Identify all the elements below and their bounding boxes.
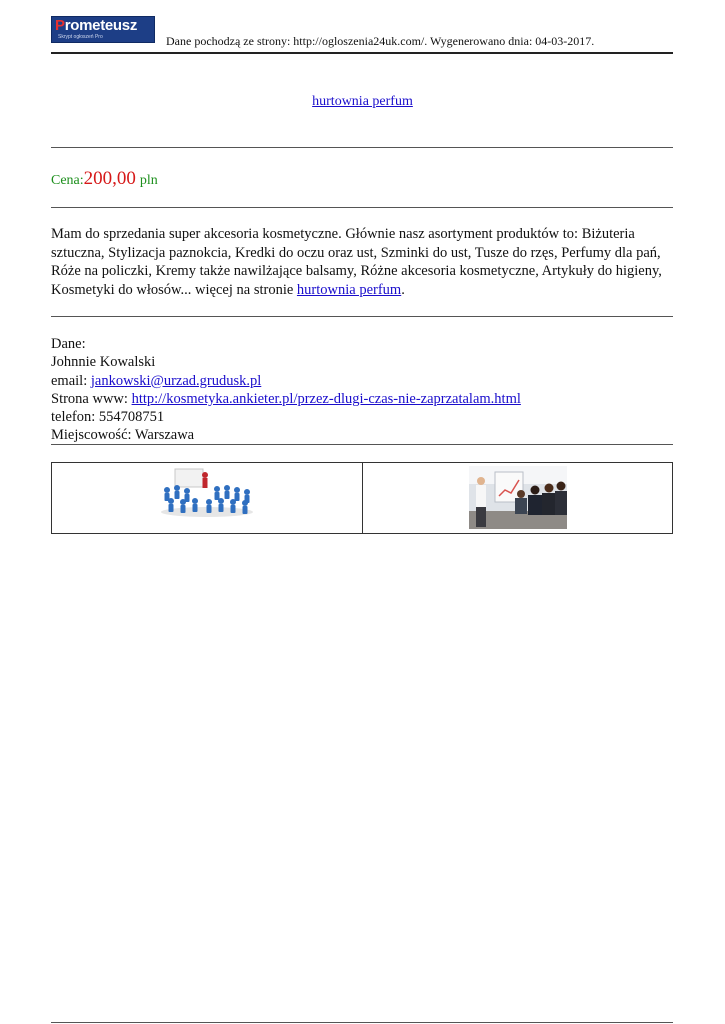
ad-title	[0, 94, 725, 110]
www-label: Strona www:	[51, 390, 132, 407]
price	[51, 168, 158, 190]
divider	[51, 207, 673, 208]
contact-www-row	[51, 390, 521, 408]
price-label: Cena:	[51, 173, 84, 188]
contact-email-row	[51, 372, 521, 390]
footer-divider	[51, 1022, 673, 1023]
logo-subtitle: Skrypt ogłoszeń Pro	[58, 34, 103, 40]
ad-title-link[interactable]: hurtownia perfum	[312, 94, 413, 109]
description-end: .	[401, 281, 405, 298]
price-currency: pln	[139, 173, 158, 188]
email-link[interactable]: jankowski@urzad.grudusk.pl	[90, 372, 262, 389]
contact-block	[51, 335, 521, 445]
image-gallery	[51, 462, 673, 534]
gallery-cell	[362, 463, 673, 533]
contact-phone: telefon: 554708751	[51, 409, 165, 426]
price-value: 200,00	[83, 168, 136, 189]
description-link[interactable]: hurtownia perfum	[296, 281, 402, 298]
www-link[interactable]: http://kosmetyka.ankieter.pl/przez-dlugi-czas-nie-zaprzatalam.html	[131, 390, 521, 407]
logo-text: Prometeusz	[55, 17, 138, 34]
description-text: Mam do sprzedania super akcesoria kosmetyczne. Głównie nasz asortyment produktów to: Biżuteria sztuczna, Stylizacja paznokcia, Kredki do oczu oraz ust, Szminki do ust, Tusze do rzęs, Perfumy dla pań, Róże na policzki, Kremy także nawilżające balsamy, Różne akcesoria kosmetyczne, Artykuły do higieny, Kosmetyki do włosów... więcej na stronie	[51, 226, 662, 298]
presentation-figures-image[interactable]	[157, 466, 255, 518]
divider	[51, 147, 673, 148]
ad-description	[51, 225, 676, 299]
gallery-cell	[52, 463, 362, 533]
header-divider	[51, 52, 673, 54]
business-meeting-photo[interactable]	[469, 466, 567, 529]
prometeusz-logo	[51, 16, 155, 43]
divider	[51, 444, 673, 445]
source-note: Dane pochodzą ze strony: http://ogloszenia24uk.com/. Wygenerowano dnia: 04-03-2017.	[166, 34, 595, 48]
contact-city: Miejscowość: Warszawa	[51, 427, 195, 444]
contact-name: Johnnie Kowalski	[51, 354, 156, 371]
divider	[51, 316, 673, 317]
contact-heading: Dane:	[51, 336, 86, 352]
email-label: email:	[51, 372, 91, 389]
